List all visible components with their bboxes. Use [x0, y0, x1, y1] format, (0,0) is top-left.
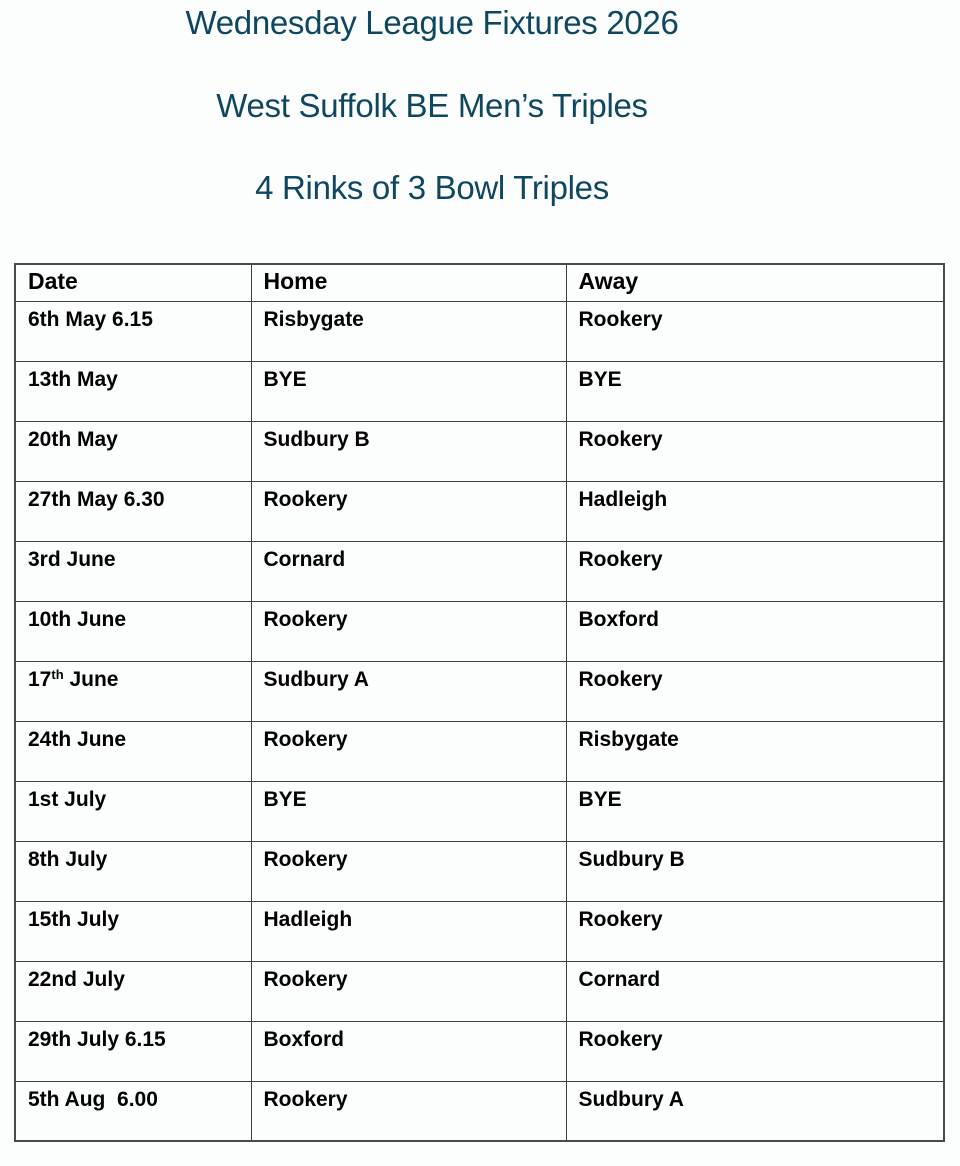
fixture-home-cell: Rookery: [251, 601, 566, 661]
fixture-date-cell: 20th May: [15, 421, 251, 481]
fixture-home-cell: Boxford: [251, 1021, 566, 1081]
fixture-row: [15, 1021, 944, 1081]
fixture-away-cell: Rookery: [566, 421, 944, 481]
fixture-date-cell: 13th May: [15, 361, 251, 421]
fixtures-table: [14, 263, 945, 1142]
fixture-date-cell: 10th June: [15, 601, 251, 661]
fixture-row: [15, 1081, 944, 1141]
fixture-away-cell: Risbygate: [566, 721, 944, 781]
fixture-row: [15, 541, 944, 601]
fixture-home-cell: BYE: [251, 781, 566, 841]
fixture-row: [15, 661, 944, 721]
fixture-date-cell: 1st July: [15, 781, 251, 841]
fixtures-table-body: [15, 301, 944, 1141]
fixture-row: [15, 781, 944, 841]
fixture-home-cell: Risbygate: [251, 301, 566, 361]
fixture-away-cell: Hadleigh: [566, 481, 944, 541]
fixture-row: [15, 901, 944, 961]
document-headings: [0, 3, 864, 208]
fixture-away-cell: BYE: [566, 361, 944, 421]
fixture-away-cell: Rookery: [566, 1021, 944, 1081]
fixture-row: [15, 721, 944, 781]
fixture-date-cell: 17th June: [15, 661, 251, 721]
fixture-home-cell: Cornard: [251, 541, 566, 601]
column-header-away: Away: [566, 264, 944, 301]
fixture-row: [15, 301, 944, 361]
fixture-home-cell: Rookery: [251, 841, 566, 901]
fixture-away-cell: Boxford: [566, 601, 944, 661]
fixture-row: [15, 601, 944, 661]
ordinal-suffix-superscript: th: [51, 666, 64, 682]
fixture-away-cell: Rookery: [566, 301, 944, 361]
fixture-row: [15, 481, 944, 541]
fixture-away-cell: Sudbury B: [566, 841, 944, 901]
column-header-date: Date: [15, 264, 251, 301]
fixture-home-cell: Sudbury A: [251, 661, 566, 721]
header-row: [15, 264, 944, 301]
fixture-row: [15, 841, 944, 901]
fixture-away-cell: Rookery: [566, 901, 944, 961]
page-title: Wednesday League Fixtures 2026: [185, 4, 679, 41]
fixture-date-cell: 3rd June: [15, 541, 251, 601]
fixture-date-cell: 5th Aug 6.00: [15, 1081, 251, 1141]
league-subtitle: West Suffolk BE Men’s Triples: [216, 87, 648, 124]
fixture-row: [15, 361, 944, 421]
fixture-home-cell: Rookery: [251, 961, 566, 1021]
fixture-date-cell: 15th July: [15, 901, 251, 961]
fixture-row: [15, 961, 944, 1021]
column-header-home: Home: [251, 264, 566, 301]
fixtures-table-header: [15, 264, 944, 301]
fixture-home-cell: Sudbury B: [251, 421, 566, 481]
fixture-home-cell: BYE: [251, 361, 566, 421]
fixture-home-cell: Rookery: [251, 1081, 566, 1141]
fixture-date-cell: 27th May 6.30: [15, 481, 251, 541]
fixture-date-cell: 6th May 6.15: [15, 301, 251, 361]
fixture-away-cell: Rookery: [566, 541, 944, 601]
fixture-away-cell: Rookery: [566, 661, 944, 721]
fixture-away-cell: Sudbury A: [566, 1081, 944, 1141]
fixture-date-cell: 8th July: [15, 841, 251, 901]
fixture-away-cell: BYE: [566, 781, 944, 841]
fixture-home-cell: Hadleigh: [251, 901, 566, 961]
fixture-date-cell: 22nd July: [15, 961, 251, 1021]
format-line: 4 Rinks of 3 Bowl Triples: [255, 169, 609, 206]
fixture-away-cell: Cornard: [566, 961, 944, 1021]
fixture-home-cell: Rookery: [251, 721, 566, 781]
fixture-home-cell: Rookery: [251, 481, 566, 541]
fixture-row: [15, 421, 944, 481]
fixture-date-cell: 24th June: [15, 721, 251, 781]
fixture-date-cell: 29th July 6.15: [15, 1021, 251, 1081]
